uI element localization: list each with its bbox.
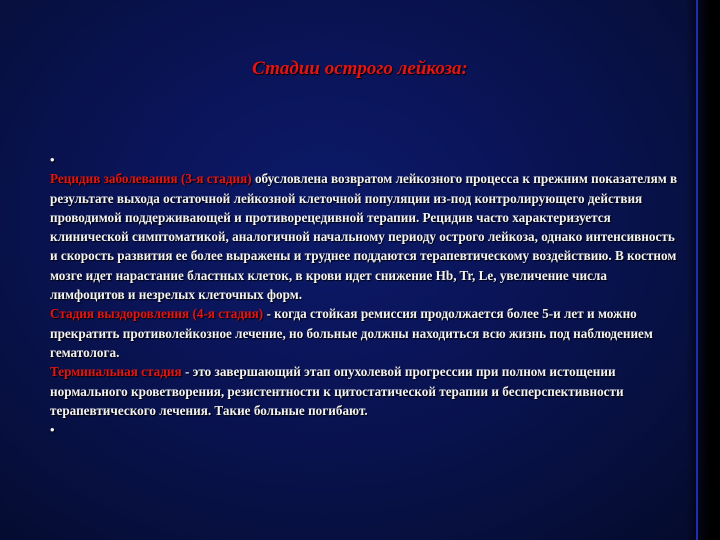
paragraph-recovery — [50, 304, 680, 362]
text-recovery: - когда стойкая ремиссия продолжается более 5-и лет и можно прекратить противолейкозное лечение, но больные должны находиться всю жизнь под наблюдением гематолога. — [50, 306, 653, 360]
paragraph-terminal — [50, 362, 680, 420]
slide-title: Стадии острого лейкоза: — [252, 58, 468, 79]
text-terminal: - это завершающий этап опухолевой прогрессии при полном истощении нормального кроветворения, резистентности к цитостатической терапии и бесперспективности терапевтического лечения. Такие больные погибают. — [50, 364, 624, 418]
term-relapse: Рецидив заболевания (3-я стадия) — [50, 171, 252, 187]
paragraph-relapse — [50, 169, 680, 304]
slide-body — [50, 150, 680, 439]
term-recovery: Стадия выздоровления (4-я стадия) — [50, 306, 264, 322]
slide-edge-line — [696, 0, 698, 540]
slide-right-edge — [686, 0, 720, 540]
bullet-bottom: • — [50, 422, 55, 438]
text-relapse: обусловлена возвратом лейкозного процесса к прежним показателям в результате выхода остаточной лейкозной клеточной популяции из-под контролирующего действия проводимой поддерживающей и противорецедивной терапии. Рецидив часто характеризуется клинической симптоматикой, аналогичной начальному периоду острого лейкоза, однако интенсивность и скорость развития ее более выражены и труднее поддаются терапевтическому воздействию. В костном мозге идет нарастание бластных клеток, в крови идет снижение Hb, Tr, Le, увеличение числа лимфоцитов и незрелых клеточных форм. — [50, 171, 678, 303]
term-terminal: Терминальная стадия — [50, 364, 182, 380]
bullet-top: • — [50, 152, 55, 167]
